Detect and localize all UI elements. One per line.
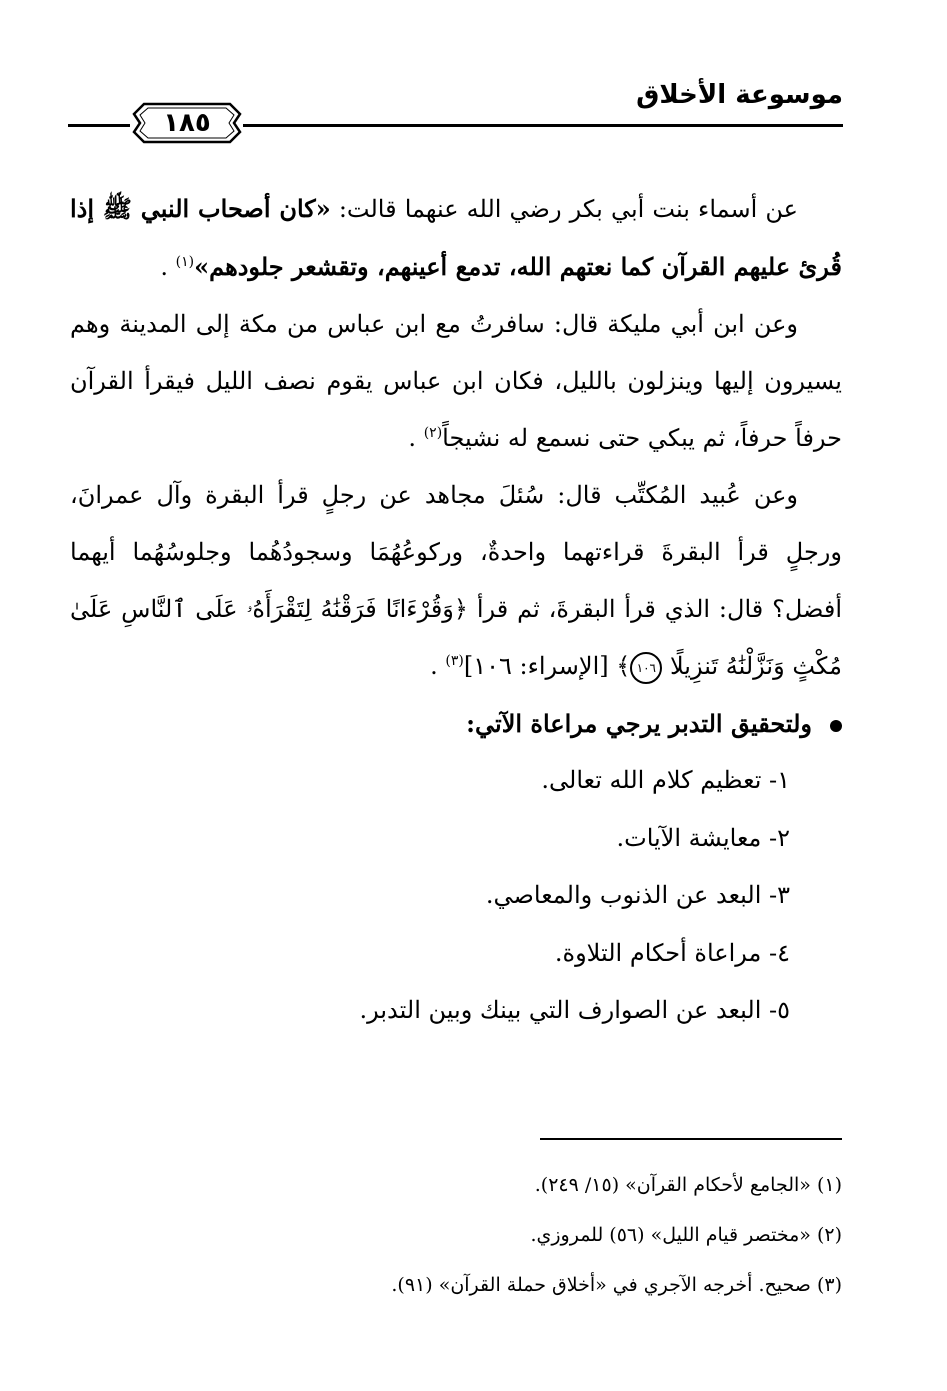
list-item: ٤- مراعاة أحكام التلاوة. <box>554 938 790 967</box>
page-number: ١٨٥ <box>163 108 211 138</box>
footnote-ref: (٣) <box>445 653 464 669</box>
bullet-heading <box>70 695 842 752</box>
paragraph-ibn-abi-mulaika <box>70 296 842 467</box>
list-item: ٥- البعد عن الصوارف التي بينك وبين التدبر. <box>359 996 790 1024</box>
book-title: موسوعة الأخلاق <box>636 80 843 110</box>
list-item: ١- تعظيم كلام الله تعالى. <box>541 766 790 794</box>
page-number-badge <box>130 100 244 146</box>
paragraph-end: . <box>160 253 176 281</box>
bullet-heading-text: ولتحقيق التدبر يرجي مراعاة الآتي: <box>466 709 812 738</box>
tadabbur-list <box>70 752 842 1040</box>
paragraph-end: . <box>430 652 446 680</box>
header-rule-left <box>68 124 130 127</box>
hadith-quote: «كان أصحاب النبي ﷺ إذا قُرئ عليهم القرآن كما نعتهم الله، تدمع أعينهم، وتقشعر جلودهم» <box>70 194 842 281</box>
page-header <box>68 78 843 138</box>
bullet-dot-icon <box>830 720 842 732</box>
footnote-ref: (٢) <box>423 425 443 441</box>
list-item: ٣- البعد عن الذنوب والمعاصي. <box>485 881 790 909</box>
paragraph-end: . <box>408 424 424 452</box>
footnote-separator <box>540 1138 842 1140</box>
paragraph-ubaid <box>70 467 842 695</box>
paragraph-asma <box>70 180 842 296</box>
footnote-1: (١) «الجامع لأحكام القرآن» (١٥/ ٢٤٩). <box>534 1174 842 1196</box>
ayah-number-icon: ١٠٦ <box>630 652 662 684</box>
paragraph-intro: عن أسماء بنت أبي بكر رضي الله عنهما قالت: <box>330 195 799 223</box>
paragraph-text: وعن ابن أبي مليكة قال: سافرتُ مع ابن عباس من مكة إلى المدينة وهم يسيرون إليها وينزلون بالليل، فكان ابن عباس يقوم نصف الليل فيقرأ القرآن حرفاً حرفاً، ثم يبكي حتى نسمع له نشيجاً <box>70 310 842 452</box>
list-item: ٢- معايشة الآيات. <box>616 823 790 852</box>
header-rule-right <box>243 124 843 127</box>
main-text <box>70 180 842 1040</box>
footnote-2: (٢) «مختصر قيام الليل» (٥٦) للمروزي. <box>530 1224 842 1246</box>
footnote-3: (٣) صحيح. أخرجه الآجري في «أخلاق حملة القرآن» (٩١). <box>391 1274 842 1296</box>
quran-verse: ﴿وَقُرْءَانًا فَرَقْنَٰهُ لِتَقْرَأَهُۥ عَلَى ٱلنَّاسِ عَلَىٰ مُكْثٍ وَنَزَّلْنَٰهُ تَنزِيلًا <box>70 595 842 680</box>
footnotes <box>70 1160 842 1310</box>
paragraph-text: وعن عُبيد المُكتِّب قال: سُئلَ مجاهد عن رجلٍ قرأ البقرة وآل عمرانَ، ورجلٍ قرأ البقرةَ قراءتهما واحدةٌ، وركوعُهُمَا وسجودُهُما وجلوسُهُما أيهما أفضل؟ قال: الذي قرأ البقرةَ، ثم قرأ <box>70 481 842 623</box>
verse-citation: [الإسراء: ١٠٦] <box>463 652 617 680</box>
footnote-ref: (١) <box>175 254 195 270</box>
verse-close: ﴾ <box>616 652 631 680</box>
